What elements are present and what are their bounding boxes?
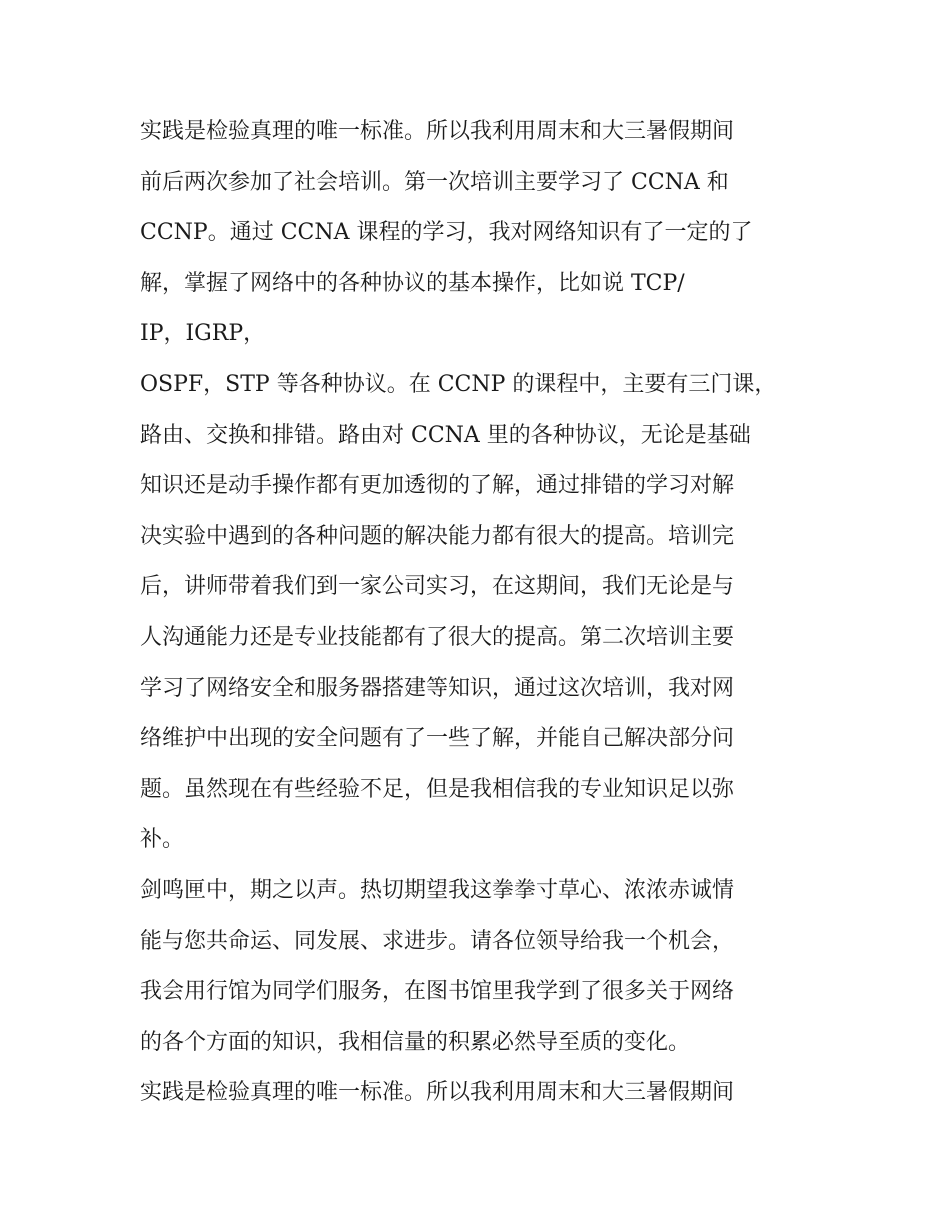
text-line: OSPF，STP 等各种协议。在 CCNP 的课程中，主要有三门课， bbox=[140, 371, 777, 397]
text-line: 剑鸣匣中，期之以声。热切期望我这拳拳寸草心、浓浓赤诚情 bbox=[140, 877, 735, 903]
text-line: 后，讲师带着我们到一家公司实习，在这期间，我们无论是与 bbox=[140, 574, 735, 600]
text-line: 路由、交换和排错。路由对 CCNA 里的各种协议，无论是基础 bbox=[140, 422, 751, 448]
text-line: 解，掌握了网络中的各种协议的基本操作，比如说 TCP/ bbox=[140, 270, 685, 296]
text-line: 我会用行馆为同学们服务，在图书馆里我学到了很多关于网络 bbox=[140, 979, 735, 1005]
text-line: 实践是检验真理的唯一标准。所以我利用周末和大三暑假期间 bbox=[140, 119, 735, 144]
text-line: 前后两次参加了社会培训。第一次培训主要学习了 CCNA 和 bbox=[140, 169, 729, 195]
text-line: CCNP。通过 CCNA 课程的学习，我对网络知识有了一定的了 bbox=[140, 220, 753, 246]
body-text bbox=[140, 107, 820, 1119]
text-line: 决实验中遇到的各种问题的解决能力都有很大的提高。培训完 bbox=[140, 523, 735, 549]
text-line: 的各个方面的知识，我相信量的积累必然导至质的变化。 bbox=[140, 1029, 691, 1055]
text-line: 人沟通能力还是专业技能都有了很大的提高。第二次培训主要 bbox=[140, 624, 735, 650]
text-line: 题。虽然现在有些经验不足，但是我相信我的专业知识足以弥 bbox=[140, 776, 735, 802]
text-line: 能与您共命运、同发展、求进步。请各位领导给我一个机会， bbox=[140, 928, 735, 954]
text-line: 实践是检验真理的唯一标准。所以我利用周末和大三暑假期间 bbox=[140, 1080, 735, 1106]
text-line: IP，IGRP， bbox=[140, 321, 266, 347]
text-line: 络维护中出现的安全问题有了一些了解，并能自己解决部分问 bbox=[140, 726, 735, 752]
text-line: 补。 bbox=[140, 827, 185, 853]
text-line: 知识还是动手操作都有更加透彻的了解，通过排错的学习对解 bbox=[140, 473, 735, 499]
text-line: 学习了网络安全和服务器搭建等知识，通过这次培训，我对网 bbox=[140, 675, 735, 701]
